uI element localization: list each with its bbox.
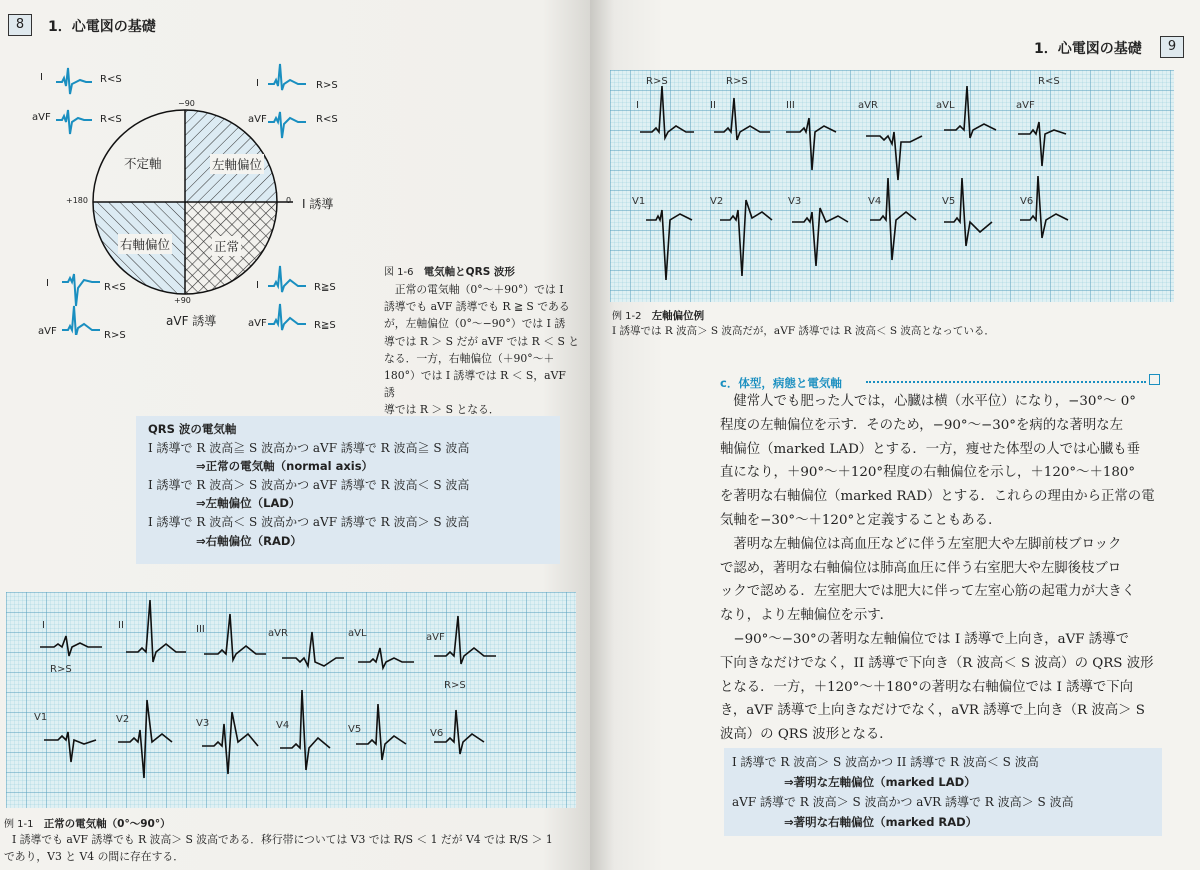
left-page bbox=[0, 0, 590, 870]
ecg-traces-1-2 bbox=[610, 70, 1174, 302]
ex12-line: I 誘導では R 波高＞ S 波高だが，aVF 誘導では R 波高＜ S 波高となっている． bbox=[612, 325, 995, 337]
ecg12-lead-label: I bbox=[636, 100, 639, 111]
bl-aVF-ratio: R>S bbox=[104, 330, 126, 341]
heading-dotted-rule bbox=[866, 381, 1146, 383]
ecg12-trace-V5 bbox=[944, 178, 992, 246]
mini-wave-topleft-aVF bbox=[56, 110, 92, 134]
br-lead1-ratio: R≧S bbox=[314, 282, 336, 293]
para1-line: 軸偏位（marked LAD）とする．一方，痩せた体型の人では心臓も垂 bbox=[720, 441, 1141, 457]
para1-line: を著明な右軸偏位（marked RAD）とする．これらの理由から正常の電 bbox=[720, 489, 1155, 505]
ecg12-lead-label: V3 bbox=[788, 196, 802, 207]
ecg12-trace-aVR bbox=[866, 132, 922, 180]
para3-line: 波高）の QRS 波形となる． bbox=[720, 727, 893, 743]
mini-wave-topright-I bbox=[268, 64, 306, 90]
fig16-caption bbox=[384, 260, 580, 419]
fig16-line: 導では R ＞ S だが aVF では R ＜ S と bbox=[384, 334, 580, 348]
ecg11-lead-label: III bbox=[196, 624, 205, 635]
ecg12-lead-label: aVL bbox=[936, 100, 955, 111]
para2-line: 著明な左軸偏位は高血圧などに伴う左室肥大や左脚前枝ブロック bbox=[733, 536, 1122, 552]
chapter-title: 1．心電図の基礎 bbox=[1034, 41, 1142, 57]
qrs-box-title: QRS 波の電気軸 bbox=[148, 422, 237, 436]
heading-end-square bbox=[1149, 374, 1160, 385]
ecg11-trace-II bbox=[126, 600, 186, 662]
ecg11-note-aVF: R>S bbox=[444, 680, 466, 691]
qrs-result-2: ⇒左軸偏位（LAD） bbox=[196, 496, 301, 511]
ex12-title: 左軸偏位例 bbox=[651, 310, 705, 322]
ecg11-lead-label: I bbox=[42, 620, 45, 631]
quadrant-lad-label: 左軸偏位 bbox=[210, 154, 264, 174]
ecg12-note-II: R>S bbox=[726, 76, 748, 87]
fig16-line: が，左軸偏位（0°〜−90°）では I 誘 bbox=[384, 317, 566, 331]
para1-line: 健常人でも肥った人では，心臓は横（水平位）になり，−30°〜 0° bbox=[733, 394, 1136, 409]
angle-plus90: +90 bbox=[174, 296, 191, 305]
ecg11-note-I: R>S bbox=[50, 664, 72, 675]
right-page bbox=[590, 0, 1200, 870]
angle-minus90: −90 bbox=[178, 99, 195, 108]
ecg11-trace-V2 bbox=[118, 700, 172, 778]
ecg11-lead-label: V6 bbox=[430, 728, 444, 739]
ecg11-lead-label: V5 bbox=[348, 724, 362, 735]
ecg12-lead-label: II bbox=[710, 100, 716, 111]
fig16-text bbox=[384, 281, 580, 419]
ecg11-lead-label: II bbox=[118, 620, 124, 631]
para3-line: 下向きなだけでなく，II 誘導で下向き（R 波高＜ S 波高）の QRS 波形 bbox=[720, 655, 1154, 671]
bl-lead1-ratio: R<S bbox=[104, 282, 126, 293]
ecg11-trace-V3 bbox=[202, 712, 258, 774]
ecg12-lead-label: III bbox=[786, 100, 795, 111]
ecg12-trace-V6 bbox=[1020, 176, 1068, 238]
tr-aVF: aVF bbox=[248, 114, 267, 125]
angle-0: 0 bbox=[286, 196, 292, 205]
angle-plus180: +180 bbox=[66, 196, 88, 205]
para3-line: き，aVF 誘導で上向きなだけでなく，aVR 誘導で上向き（R 波高＞ S bbox=[720, 703, 1145, 719]
marked-axis-box-content bbox=[732, 752, 1073, 832]
ecg12-trace-III bbox=[786, 118, 836, 170]
ecg11-trace-V5 bbox=[356, 704, 406, 760]
ecg12-trace-V1 bbox=[646, 210, 692, 280]
lead-aVF-label: aVF 誘導 bbox=[166, 314, 217, 328]
ecg11-trace-V1 bbox=[44, 732, 96, 762]
br-aVF: aVF bbox=[248, 318, 267, 329]
quadrant-indeterminate-label: 不定軸 bbox=[124, 156, 162, 171]
ecg12-lead-label: V5 bbox=[942, 196, 956, 207]
ex11-title: 正常の電気軸（0°〜90°） bbox=[43, 818, 171, 830]
ecg12-trace-aVF bbox=[1018, 122, 1066, 166]
ecg11-lead-label: aVF bbox=[426, 632, 445, 643]
tr-lead1: I bbox=[256, 78, 259, 89]
tl-aVF-ratio: R<S bbox=[100, 114, 122, 125]
mini-wave-bottomleft-aVF bbox=[62, 306, 100, 335]
para3-line: となる．一方，＋120°〜＋180°の著明な右軸偏位では I 誘導で下向 bbox=[720, 679, 1134, 695]
ecg11-lead-label: aVL bbox=[348, 628, 367, 639]
para1-line: 直になり，＋90°〜＋120°程度の右軸偏位を示し，＋120°〜＋180° bbox=[720, 465, 1136, 481]
qrs-axis-box-content bbox=[148, 420, 469, 550]
ecg12-lead-label: aVR bbox=[858, 100, 878, 111]
tl-lead1-ratio: R<S bbox=[100, 74, 122, 85]
ecg11-lead-label: V2 bbox=[116, 714, 130, 725]
qrs-rule-2: I 誘導で R 波高＞ S 波高かつ aVF 誘導で R 波高＜ S 波高 bbox=[148, 477, 470, 492]
mini-wave-bottomright-I bbox=[268, 266, 306, 292]
ecg11-lead-label: V3 bbox=[196, 718, 210, 729]
para1-line: 程度の左軸偏位を示す．そのため，−90°〜−30°を病的な著明な左 bbox=[720, 417, 1124, 433]
ecg12-lead-label: aVF bbox=[1016, 100, 1035, 111]
ex11-caption bbox=[4, 812, 584, 865]
qrs-rule-3: I 誘導で R 波高＜ S 波高かつ aVF 誘導で R 波高＞ S 波高 bbox=[148, 514, 470, 529]
fig16-title: 電気軸とQRS 波形 bbox=[423, 266, 515, 278]
qrs-rule-1: I 誘導で R 波高≧ S 波高かつ aVF 誘導で R 波高≧ S 波高 bbox=[148, 440, 470, 455]
lead-I-label: I 誘導 bbox=[302, 197, 334, 211]
section-heading-row bbox=[720, 372, 1160, 388]
ecg12-note-I: R>S bbox=[646, 76, 668, 87]
ecg11-lead-label: V4 bbox=[276, 720, 290, 731]
fig16-number: 図 1-6 bbox=[384, 267, 414, 278]
page-number: 9 bbox=[1160, 36, 1184, 58]
fig16-line: 導では R ＞ S となる． bbox=[384, 403, 500, 417]
fig16-line: なる．一方，右軸偏位（＋90°〜＋ bbox=[384, 351, 555, 365]
ecg12-trace-aVL bbox=[944, 86, 996, 138]
section-heading: c．体型，病態と電気軸 bbox=[720, 376, 842, 390]
fig16-line: 正常の電気軸（0°〜＋90°）では I bbox=[394, 283, 564, 296]
ecg11-trace-aVL bbox=[358, 648, 414, 668]
mini-wave-topleft-I bbox=[56, 68, 92, 94]
ex12-caption bbox=[612, 304, 1192, 340]
ecg11-lead-label: V1 bbox=[34, 712, 48, 723]
marked-result-2: ⇒著明な右軸偏位（marked RAD） bbox=[784, 815, 978, 829]
quadrant-rad-label: 右軸偏位 bbox=[118, 234, 172, 254]
ecg12-trace-V3 bbox=[792, 208, 848, 266]
ex12-number: 例 1-2 bbox=[612, 311, 642, 322]
ecg12-lead-label: V4 bbox=[868, 196, 882, 207]
ecg12-trace-V2 bbox=[720, 200, 772, 276]
ex11-line2: であり，V3 と V4 の間に存在する． bbox=[4, 850, 184, 863]
chapter-title: 1．心電図の基礎 bbox=[48, 19, 156, 35]
quadrant-normal-label: 正常 bbox=[212, 236, 241, 256]
ecg12-lead-label: V6 bbox=[1020, 196, 1034, 207]
marked-rule-2: aVF 誘導で R 波高＞ S 波高かつ aVR 誘導で R 波高＞ S 波高 bbox=[732, 795, 1074, 809]
para2-line: なり，より左軸偏位を示す． bbox=[720, 608, 894, 624]
para2-line: ックで認める．左室肥大では肥大に伴って左室心筋の起電力が大きく bbox=[720, 584, 1136, 600]
para3-line: −90°〜−30°の著明な左軸偏位では I 誘導で上向き，aVF 誘導で bbox=[733, 631, 1129, 647]
bl-lead1: I bbox=[46, 278, 49, 289]
fig16-line: 180°）では I 誘導では R ＜ S，aVF 誘 bbox=[384, 369, 566, 400]
bl-aVF: aVF bbox=[38, 326, 57, 337]
br-aVF-ratio: R≧S bbox=[314, 320, 336, 331]
mini-wave-bottomright-aVF bbox=[268, 304, 306, 330]
mini-wave-topright-aVF bbox=[268, 112, 306, 138]
ex11-number: 例 1-1 bbox=[4, 819, 34, 830]
marked-rule-1: I 誘導で R 波高＞ S 波高かつ II 誘導で R 波高＜ S 波高 bbox=[732, 755, 1039, 769]
ecg11-lead-label: aVR bbox=[268, 628, 288, 639]
ecg12-trace-V4 bbox=[870, 178, 916, 260]
ecg12-note-aVF: R<S bbox=[1038, 76, 1060, 87]
tl-aVF: aVF bbox=[32, 112, 51, 123]
qrs-result-3: ⇒右軸偏位（RAD） bbox=[196, 533, 302, 548]
ecg11-trace-I bbox=[40, 636, 102, 656]
para2-line: で認め，著明な右軸偏位は肺高血圧に伴う右室肥大や左脚後枝ブロ bbox=[720, 560, 1122, 576]
ecg11-trace-III bbox=[204, 614, 266, 660]
ecg12-trace-I bbox=[640, 86, 694, 138]
mini-wave-bottomleft-I bbox=[62, 274, 100, 306]
ecg-traces-1-1 bbox=[6, 592, 576, 808]
page-number: 8 bbox=[8, 14, 32, 36]
tl-lead1: I bbox=[40, 72, 43, 83]
ex11-line1: I 誘導でも aVF 誘導でも R 波高＞ S 波高である．移行帯については V3 では R/S ＜ 1 だが V4 では R/S ＞ 1 bbox=[12, 833, 553, 846]
para1-line: 気軸を−30°〜＋120°と定義することもある． bbox=[720, 512, 1002, 528]
qrs-result-1: ⇒正常の電気軸（normal axis） bbox=[196, 459, 374, 474]
ecg12-lead-label: V1 bbox=[632, 196, 646, 207]
br-lead1: I bbox=[256, 280, 259, 291]
tr-aVF-ratio: R<S bbox=[316, 114, 338, 125]
marked-result-1: ⇒著明な左軸偏位（marked LAD） bbox=[784, 775, 976, 789]
ecg11-trace-aVR bbox=[282, 632, 344, 666]
section-body bbox=[720, 390, 1180, 747]
ecg12-trace-II bbox=[714, 98, 770, 140]
tr-lead1-ratio: R>S bbox=[316, 80, 338, 91]
fig16-line: 誘導でも aVF 誘導でも R ≧ S である bbox=[384, 300, 570, 314]
ecg12-lead-label: V2 bbox=[710, 196, 724, 207]
